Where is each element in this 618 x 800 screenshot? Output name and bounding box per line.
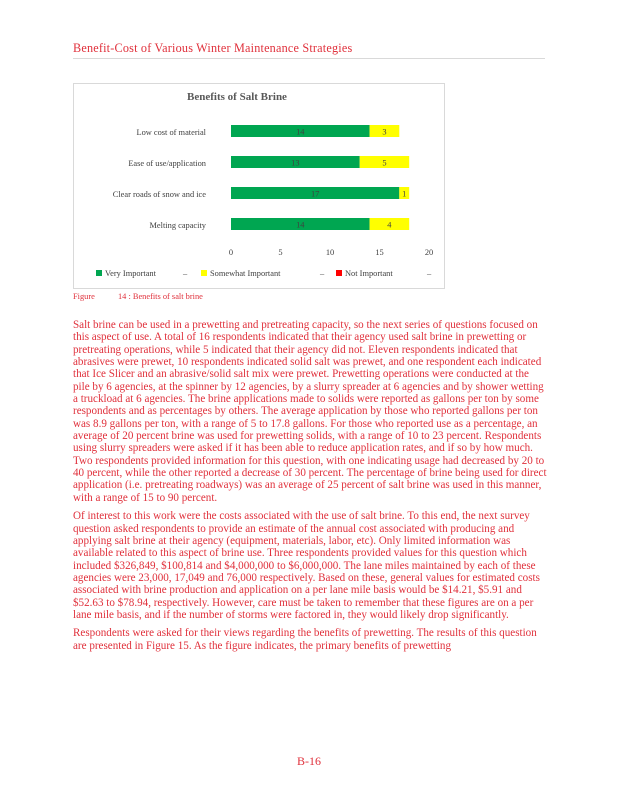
x-tick-label: 15 (375, 248, 384, 257)
caption-number: 14 (117, 292, 127, 301)
category-label: Low cost of material (136, 128, 206, 137)
paragraph-prewetting-benefits: Respondents were asked for their views regarding the benefits of prewetting. The results of this question are presented in Figure 15. As the figure indicates, the primary benefits of prewetting (73, 627, 537, 652)
legend-label-very-important: Very Important (105, 269, 156, 278)
legend-label-somewhat-important: Somewhat Important (210, 269, 281, 278)
x-tick-label: 0 (228, 248, 234, 257)
paragraph-salt-brine-use: Salt brine can be used in a prewetting and pretreating capacity, so the next series of questions focused on this aspect of use. A total of 16 respondents indicated that their agency used salt brine in prewetting or pretreating operations, while 5 indicated that their agency did not. Eleven respondents indicated that abrasives were prewet, 10 respondents indicated solid salt was prewet, and one respondent each indicated that Ice Slicer and an abrasive/solid salt mix were prewet. Prewetting operations were conducted at the pile by 6 agencies, at the spinner by 12 agencies, by a slurry spreader at 6 agencies and by shower wetting a truckload at 6 agencies. The brine applications made to solids were reported as gallons per ton by some respondents and as percentages by others. The average application by those who reported gallons per ton was 8.9 gallons per ton, with a range of 5 to 17.8 gallons. For those who reported use as a percentage, an average of 20 percent brine was used for prewetting solids, with a range of 10 to 23 percent. Respondents using slurry spreaders were asked if it has been able to reduce application rates, and if so by how much. Two respondents provided information for this question, with one indicating usage had decreased by 20 to 40 percent, while the other reported a decrease of 30 percent. The percentage of brine being used for direct application (i.e. pretreating roadways) was an average of 25 percent of salt brine was used in this manner, with a range of 15 to 90 percent. (73, 319, 547, 504)
chart-svg (74, 84, 446, 290)
legend-label-not-important: Not Important (345, 269, 393, 278)
legend-separator: – (320, 269, 325, 278)
chart-title: Benefits of Salt Brine (187, 91, 287, 103)
category-label: Melting capacity (149, 221, 206, 230)
legend-swatch-not-important (336, 270, 342, 276)
legend-separator: – (427, 269, 432, 278)
salt-brine-chart (73, 83, 445, 289)
caption-label: Figure (73, 292, 95, 301)
data-label: 17 (310, 189, 320, 199)
header-divider (73, 58, 545, 59)
body-text (73, 319, 548, 658)
data-label: 5 (382, 158, 387, 168)
x-tick-label: 20 (424, 248, 434, 257)
data-label: 3 (382, 127, 387, 137)
data-label: 14 (296, 220, 305, 230)
data-label: 14 (296, 127, 305, 137)
category-label: Ease of use/application (128, 159, 206, 168)
data-label: 13 (291, 158, 300, 168)
figure-caption (73, 292, 203, 301)
data-label: 1 (402, 189, 407, 199)
running-header: Benefit-Cost of Various Winter Maintenance Strategies (73, 41, 353, 55)
x-tick-label: 5 (278, 248, 283, 257)
page-number: B-16 (297, 754, 321, 768)
data-label: 4 (387, 220, 392, 230)
caption-text: : Benefits of salt brine (128, 292, 203, 301)
legend-swatch-somewhat-important (201, 270, 207, 276)
legend-swatch-very-important (96, 270, 102, 276)
legend-separator: – (183, 269, 188, 278)
category-label: Clear roads of snow and ice (112, 190, 206, 199)
paragraph-brine-costs: Of interest to this work were the costs associated with the use of salt brine. To this end, the next survey question asked respondents to provide an estimate of the annual cost associated with producing and applying salt brine at their agency (equipment, materials, labor, etc). Only limited information was available related to this aspect of brine use. Three respondents provided values for this question which included $326,849, $100,814 and $4,000,000 to $6,000,000. The lane miles maintained by each of these agencies were 23,000, 17,049 and 76,000 respectively. Based on these, general values for estimated costs associated with brine production and application on a per lane mile basis would be $14.21, $5.91 and $52.63 to $78.94, respectively. However, care must be taken to remember that these figures are on a per lane mile basis, and if the number of storms were factored in, they would likely drop significantly. (73, 510, 540, 621)
x-tick-label: 10 (325, 248, 335, 257)
